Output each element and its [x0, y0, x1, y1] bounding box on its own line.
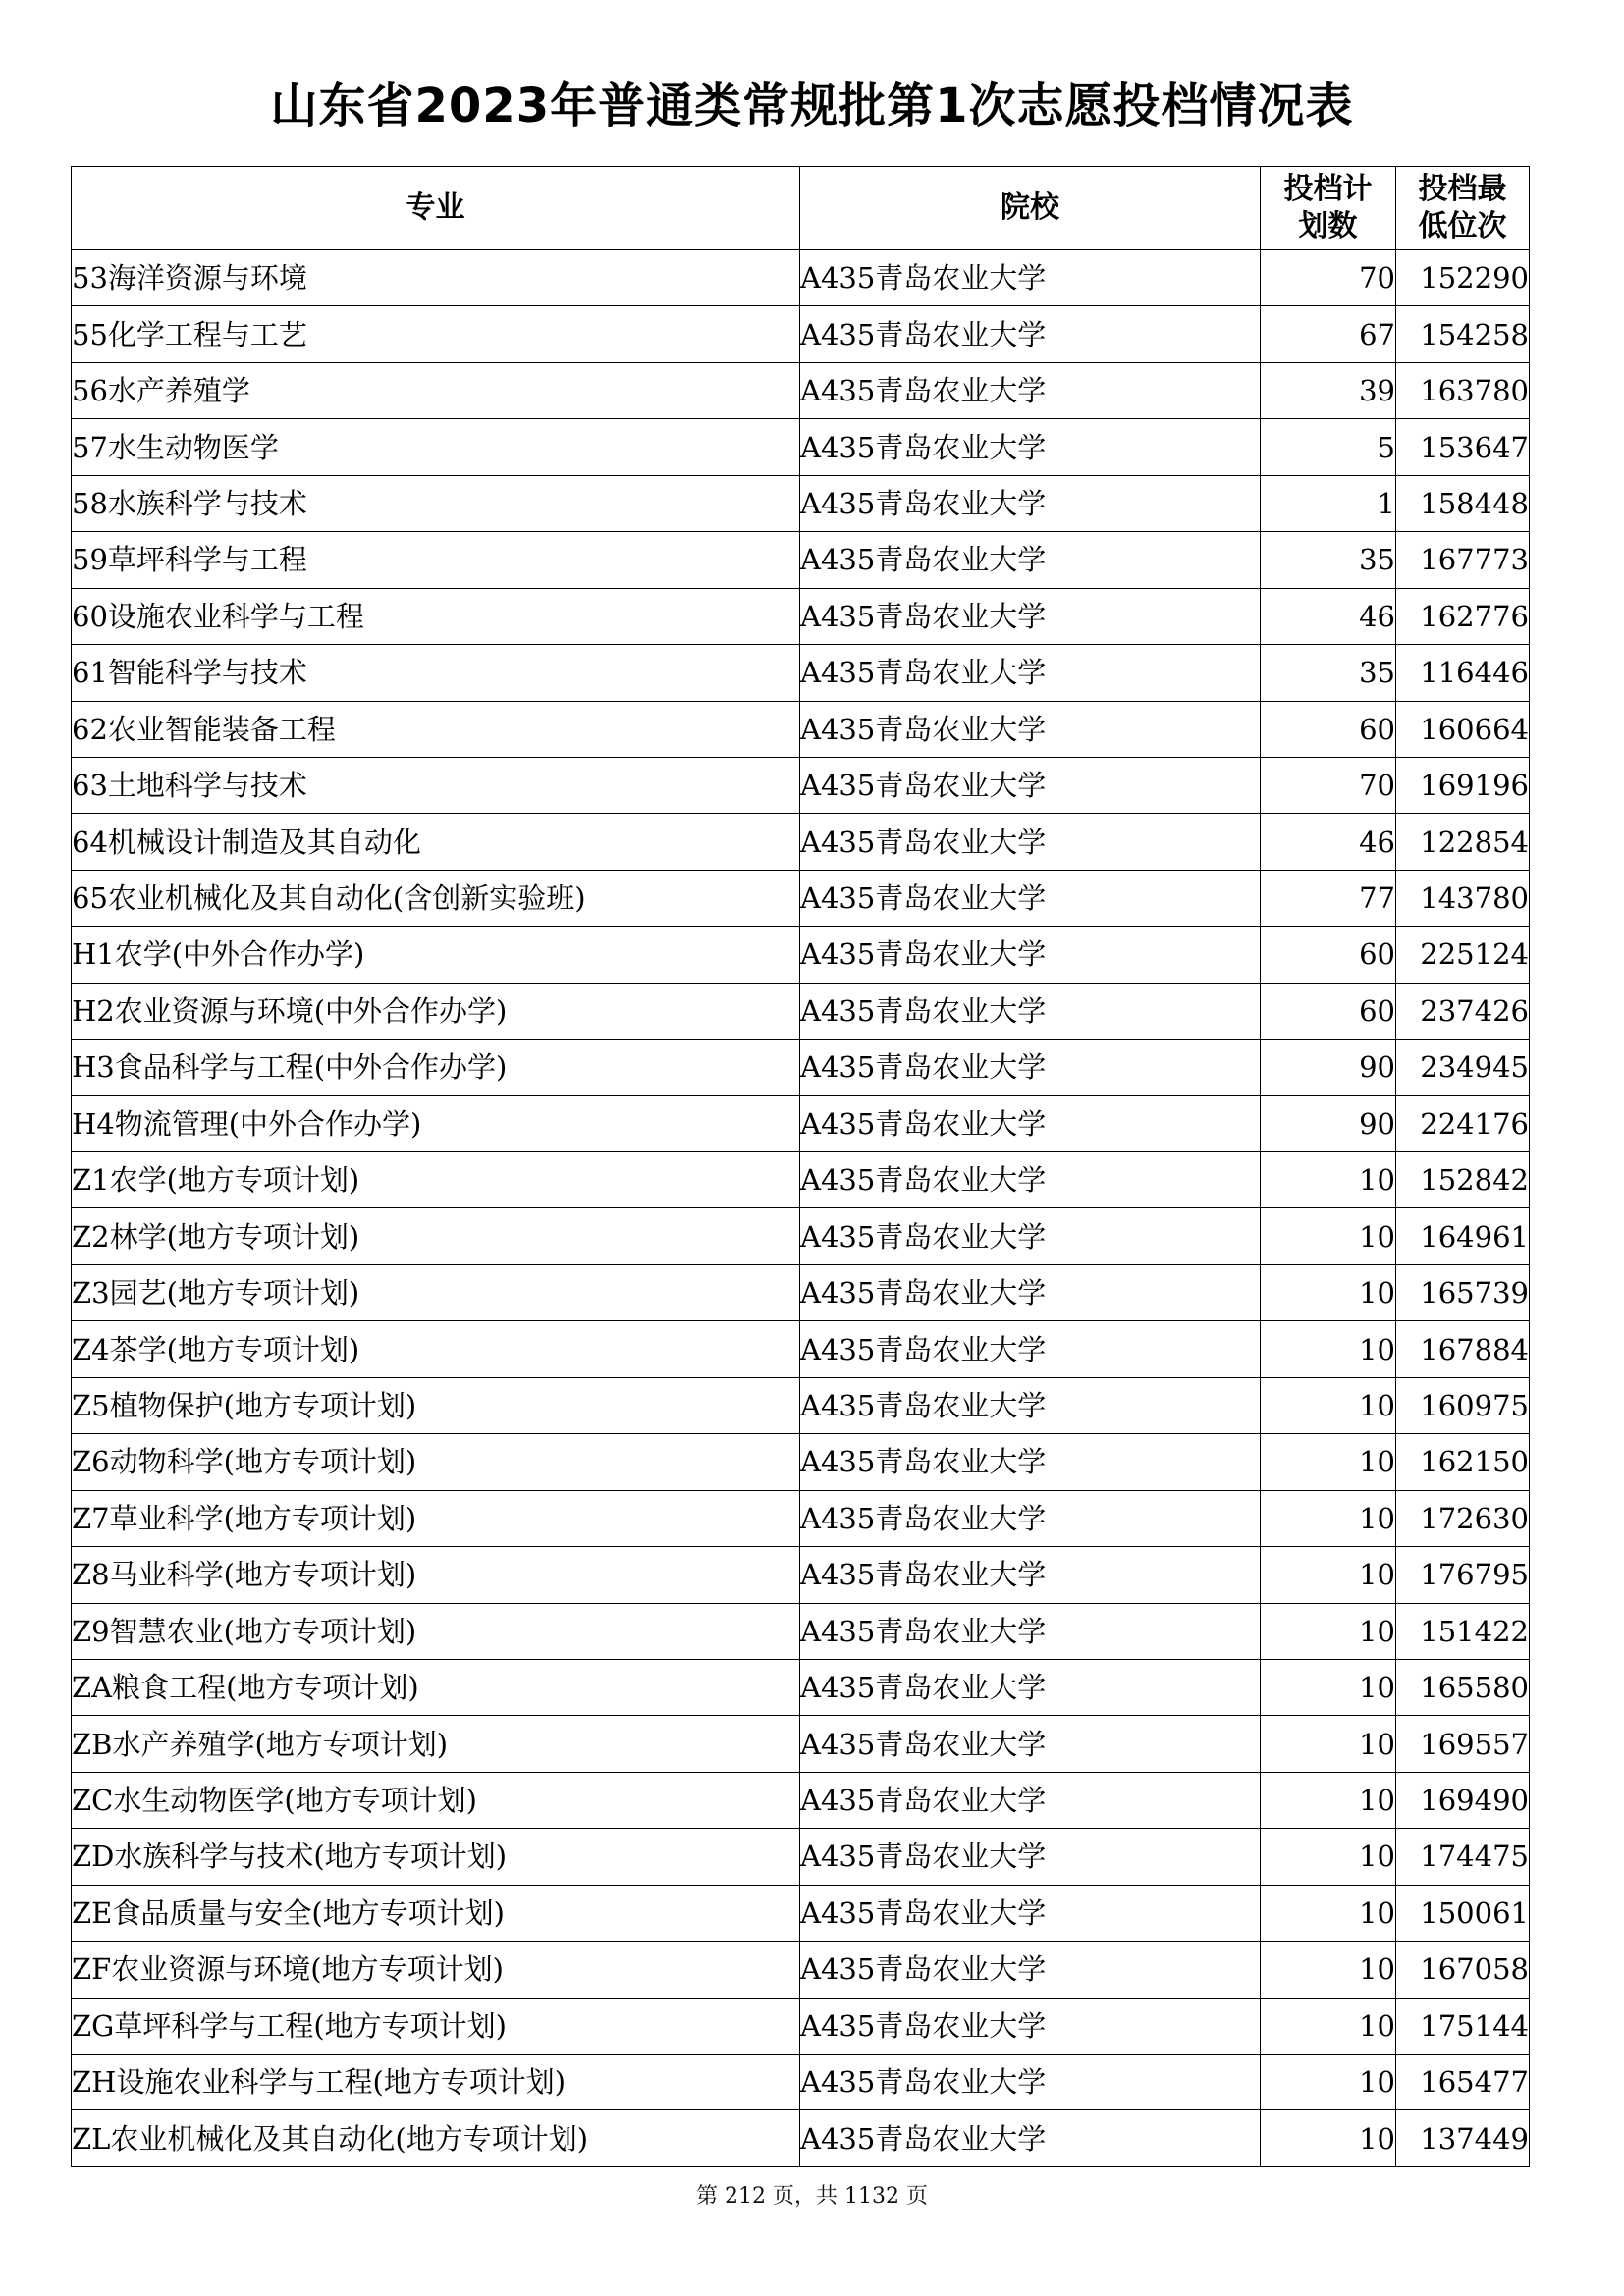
school-cell: A435青岛农业大学: [800, 1659, 1261, 1715]
school-cell: A435青岛农业大学: [800, 362, 1261, 418]
header-min-rank: 投档最低位次: [1396, 167, 1530, 250]
table-row: [72, 870, 1530, 926]
plan-count-cell: 10: [1261, 1321, 1396, 1377]
major-cell: 64机械设计制造及其自动化: [72, 814, 800, 870]
table-row: [72, 1998, 1530, 2054]
major-cell: ZG草坪科学与工程(地方专项计划): [72, 1998, 800, 2054]
plan-count-cell: 10: [1261, 1377, 1396, 1433]
plan-count-cell: 10: [1261, 1264, 1396, 1320]
page-title: 山东省2023年普通类常规批第1次志愿投档情况表: [270, 79, 1354, 133]
major-cell: ZF农业资源与环境(地方专项计划): [72, 1942, 800, 1998]
plan-count-cell: 10: [1261, 2110, 1396, 2166]
table-row: [72, 1040, 1530, 1095]
plan-count-cell: 39: [1261, 362, 1396, 418]
major-cell: 56水产养殖学: [72, 362, 800, 418]
school-cell: A435青岛农业大学: [800, 532, 1261, 588]
school-cell: A435青岛农业大学: [800, 588, 1261, 644]
min-rank-cell: 143780: [1396, 870, 1530, 926]
major-cell: Z9智慧农业(地方专项计划): [72, 1603, 800, 1659]
table-row: [72, 1772, 1530, 1828]
table-row: [72, 1716, 1530, 1772]
min-rank-cell: 160975: [1396, 1377, 1530, 1433]
plan-count-cell: 60: [1261, 983, 1396, 1039]
school-cell: A435青岛农业大学: [800, 1998, 1261, 2054]
header-plan-count: 投档计划数: [1261, 167, 1396, 250]
table-row: [72, 1829, 1530, 1885]
plan-count-cell: 10: [1261, 2055, 1396, 2110]
school-cell: A435青岛农业大学: [800, 1377, 1261, 1433]
school-cell: A435青岛农业大学: [800, 927, 1261, 983]
min-rank-cell: 152842: [1396, 1152, 1530, 1208]
plan-count-cell: 10: [1261, 1716, 1396, 1772]
table-row: [72, 1152, 1530, 1208]
major-cell: Z4茶学(地方专项计划): [72, 1321, 800, 1377]
plan-count-cell: 10: [1261, 1603, 1396, 1659]
min-rank-cell: 225124: [1396, 927, 1530, 983]
plan-count-cell: 10: [1261, 1152, 1396, 1208]
plan-count-cell: 67: [1261, 306, 1396, 362]
major-cell: 55化学工程与工艺: [72, 306, 800, 362]
school-cell: A435青岛农业大学: [800, 2110, 1261, 2166]
table-row: [72, 927, 1530, 983]
table-row: [72, 475, 1530, 531]
school-cell: A435青岛农业大学: [800, 757, 1261, 813]
table-row: [72, 1490, 1530, 1546]
plan-count-cell: 10: [1261, 1490, 1396, 1546]
major-cell: Z5植物保护(地方专项计划): [72, 1377, 800, 1433]
major-cell: ZB水产养殖学(地方专项计划): [72, 1716, 800, 1772]
min-rank-cell: 174475: [1396, 1829, 1530, 1885]
min-rank-cell: 137449: [1396, 2110, 1530, 2166]
min-rank-cell: 164961: [1396, 1208, 1530, 1264]
plan-count-cell: 10: [1261, 1829, 1396, 1885]
school-cell: A435青岛农业大学: [800, 1321, 1261, 1377]
school-cell: A435青岛农业大学: [800, 475, 1261, 531]
plan-count-cell: 10: [1261, 1208, 1396, 1264]
school-cell: A435青岛农业大学: [800, 1264, 1261, 1320]
table-row: [72, 1377, 1530, 1433]
school-cell: A435青岛农业大学: [800, 2055, 1261, 2110]
min-rank-cell: 165580: [1396, 1659, 1530, 1715]
min-rank-cell: 167058: [1396, 1942, 1530, 1998]
plan-count-cell: 1: [1261, 475, 1396, 531]
school-cell: A435青岛农业大学: [800, 1152, 1261, 1208]
major-cell: ZH设施农业科学与工程(地方专项计划): [72, 2055, 800, 2110]
min-rank-cell: 153647: [1396, 419, 1530, 475]
school-cell: A435青岛农业大学: [800, 1490, 1261, 1546]
min-rank-cell: 224176: [1396, 1095, 1530, 1151]
admission-table: [71, 166, 1530, 2167]
plan-count-cell: 90: [1261, 1040, 1396, 1095]
table-row: [72, 362, 1530, 418]
major-cell: H1农学(中外合作办学): [72, 927, 800, 983]
school-cell: A435青岛农业大学: [800, 1547, 1261, 1603]
table-row: [72, 419, 1530, 475]
min-rank-cell: 176795: [1396, 1547, 1530, 1603]
min-rank-cell: 162776: [1396, 588, 1530, 644]
plan-count-cell: 60: [1261, 927, 1396, 983]
school-cell: A435青岛农业大学: [800, 306, 1261, 362]
plan-count-cell: 35: [1261, 532, 1396, 588]
school-cell: A435青岛农业大学: [800, 814, 1261, 870]
plan-count-cell: 10: [1261, 1547, 1396, 1603]
plan-count-cell: 60: [1261, 701, 1396, 757]
major-cell: Z8马业科学(地方专项计划): [72, 1547, 800, 1603]
header-school: 院校: [800, 167, 1261, 250]
school-cell: A435青岛农业大学: [800, 1772, 1261, 1828]
major-cell: ZE食品质量与安全(地方专项计划): [72, 1885, 800, 1941]
major-cell: ZA粮食工程(地方专项计划): [72, 1659, 800, 1715]
min-rank-cell: 169490: [1396, 1772, 1530, 1828]
plan-count-cell: 46: [1261, 588, 1396, 644]
plan-count-cell: 77: [1261, 870, 1396, 926]
min-rank-cell: 169557: [1396, 1716, 1530, 1772]
min-rank-cell: 167884: [1396, 1321, 1530, 1377]
school-cell: A435青岛农业大学: [800, 1434, 1261, 1490]
school-cell: A435青岛农业大学: [800, 1208, 1261, 1264]
major-cell: Z7草业科学(地方专项计划): [72, 1490, 800, 1546]
major-cell: ZL农业机械化及其自动化(地方专项计划): [72, 2110, 800, 2166]
table-row: [72, 1942, 1530, 1998]
major-cell: Z2林学(地方专项计划): [72, 1208, 800, 1264]
table-row: [72, 1659, 1530, 1715]
table-header-row: [72, 167, 1530, 250]
table-row: [72, 1208, 1530, 1264]
min-rank-cell: 150061: [1396, 1885, 1530, 1941]
major-cell: Z3园艺(地方专项计划): [72, 1264, 800, 1320]
min-rank-cell: 160664: [1396, 701, 1530, 757]
major-cell: 65农业机械化及其自动化(含创新实验班): [72, 870, 800, 926]
table-row: [72, 250, 1530, 306]
plan-count-cell: 5: [1261, 419, 1396, 475]
table-row: [72, 645, 1530, 701]
plan-count-cell: 46: [1261, 814, 1396, 870]
plan-count-cell: 10: [1261, 1998, 1396, 2054]
plan-count-cell: 10: [1261, 1942, 1396, 1998]
major-cell: H2农业资源与环境(中外合作办学): [72, 983, 800, 1039]
major-cell: ZC水生动物医学(地方专项计划): [72, 1772, 800, 1828]
major-cell: 60设施农业科学与工程: [72, 588, 800, 644]
table-row: [72, 1603, 1530, 1659]
school-cell: A435青岛农业大学: [800, 1716, 1261, 1772]
table-row: [72, 588, 1530, 644]
major-cell: 53海洋资源与环境: [72, 250, 800, 306]
school-cell: A435青岛农业大学: [800, 1885, 1261, 1941]
school-cell: A435青岛农业大学: [800, 1942, 1261, 1998]
table-row: [72, 757, 1530, 813]
min-rank-cell: 152290: [1396, 250, 1530, 306]
plan-count-cell: 90: [1261, 1095, 1396, 1151]
school-cell: A435青岛农业大学: [800, 645, 1261, 701]
min-rank-cell: 154258: [1396, 306, 1530, 362]
major-cell: 57水生动物医学: [72, 419, 800, 475]
school-cell: A435青岛农业大学: [800, 870, 1261, 926]
plan-count-cell: 10: [1261, 1434, 1396, 1490]
plan-count-cell: 70: [1261, 757, 1396, 813]
plan-count-cell: 10: [1261, 1659, 1396, 1715]
table-row: [72, 532, 1530, 588]
school-cell: A435青岛农业大学: [800, 701, 1261, 757]
major-cell: 58水族科学与技术: [72, 475, 800, 531]
plan-count-cell: 35: [1261, 645, 1396, 701]
major-cell: 63土地科学与技术: [72, 757, 800, 813]
header-major: 专业: [72, 167, 800, 250]
school-cell: A435青岛农业大学: [800, 983, 1261, 1039]
plan-count-cell: 10: [1261, 1885, 1396, 1941]
table-row: [72, 1264, 1530, 1320]
table-row: [72, 1434, 1530, 1490]
school-cell: A435青岛农业大学: [800, 419, 1261, 475]
min-rank-cell: 151422: [1396, 1603, 1530, 1659]
page-footer: 第 212 页，共 1132 页: [696, 2184, 928, 2209]
table-row: [72, 1547, 1530, 1603]
min-rank-cell: 172630: [1396, 1490, 1530, 1546]
major-cell: ZD水族科学与技术(地方专项计划): [72, 1829, 800, 1885]
min-rank-cell: 116446: [1396, 645, 1530, 701]
min-rank-cell: 165477: [1396, 2055, 1530, 2110]
min-rank-cell: 167773: [1396, 532, 1530, 588]
min-rank-cell: 175144: [1396, 1998, 1530, 2054]
table-row: [72, 814, 1530, 870]
major-cell: 59草坪科学与工程: [72, 532, 800, 588]
school-cell: A435青岛农业大学: [800, 250, 1261, 306]
min-rank-cell: 237426: [1396, 983, 1530, 1039]
school-cell: A435青岛农业大学: [800, 1603, 1261, 1659]
table-row: [72, 1885, 1530, 1941]
table-row: [72, 1321, 1530, 1377]
table-row: [72, 1095, 1530, 1151]
table-row: [72, 306, 1530, 362]
min-rank-cell: 169196: [1396, 757, 1530, 813]
table-row: [72, 2055, 1530, 2110]
min-rank-cell: 122854: [1396, 814, 1530, 870]
major-cell: Z6动物科学(地方专项计划): [72, 1434, 800, 1490]
plan-count-cell: 10: [1261, 1772, 1396, 1828]
major-cell: 62农业智能装备工程: [72, 701, 800, 757]
min-rank-cell: 163780: [1396, 362, 1530, 418]
min-rank-cell: 162150: [1396, 1434, 1530, 1490]
table-row: [72, 983, 1530, 1039]
major-cell: 61智能科学与技术: [72, 645, 800, 701]
table-row: [72, 2110, 1530, 2166]
major-cell: H3食品科学与工程(中外合作办学): [72, 1040, 800, 1095]
school-cell: A435青岛农业大学: [800, 1095, 1261, 1151]
school-cell: A435青岛农业大学: [800, 1040, 1261, 1095]
min-rank-cell: 158448: [1396, 475, 1530, 531]
school-cell: A435青岛农业大学: [800, 1829, 1261, 1885]
major-cell: H4物流管理(中外合作办学): [72, 1095, 800, 1151]
min-rank-cell: 165739: [1396, 1264, 1530, 1320]
plan-count-cell: 70: [1261, 250, 1396, 306]
table-row: [72, 701, 1530, 757]
min-rank-cell: 234945: [1396, 1040, 1530, 1095]
major-cell: Z1农学(地方专项计划): [72, 1152, 800, 1208]
